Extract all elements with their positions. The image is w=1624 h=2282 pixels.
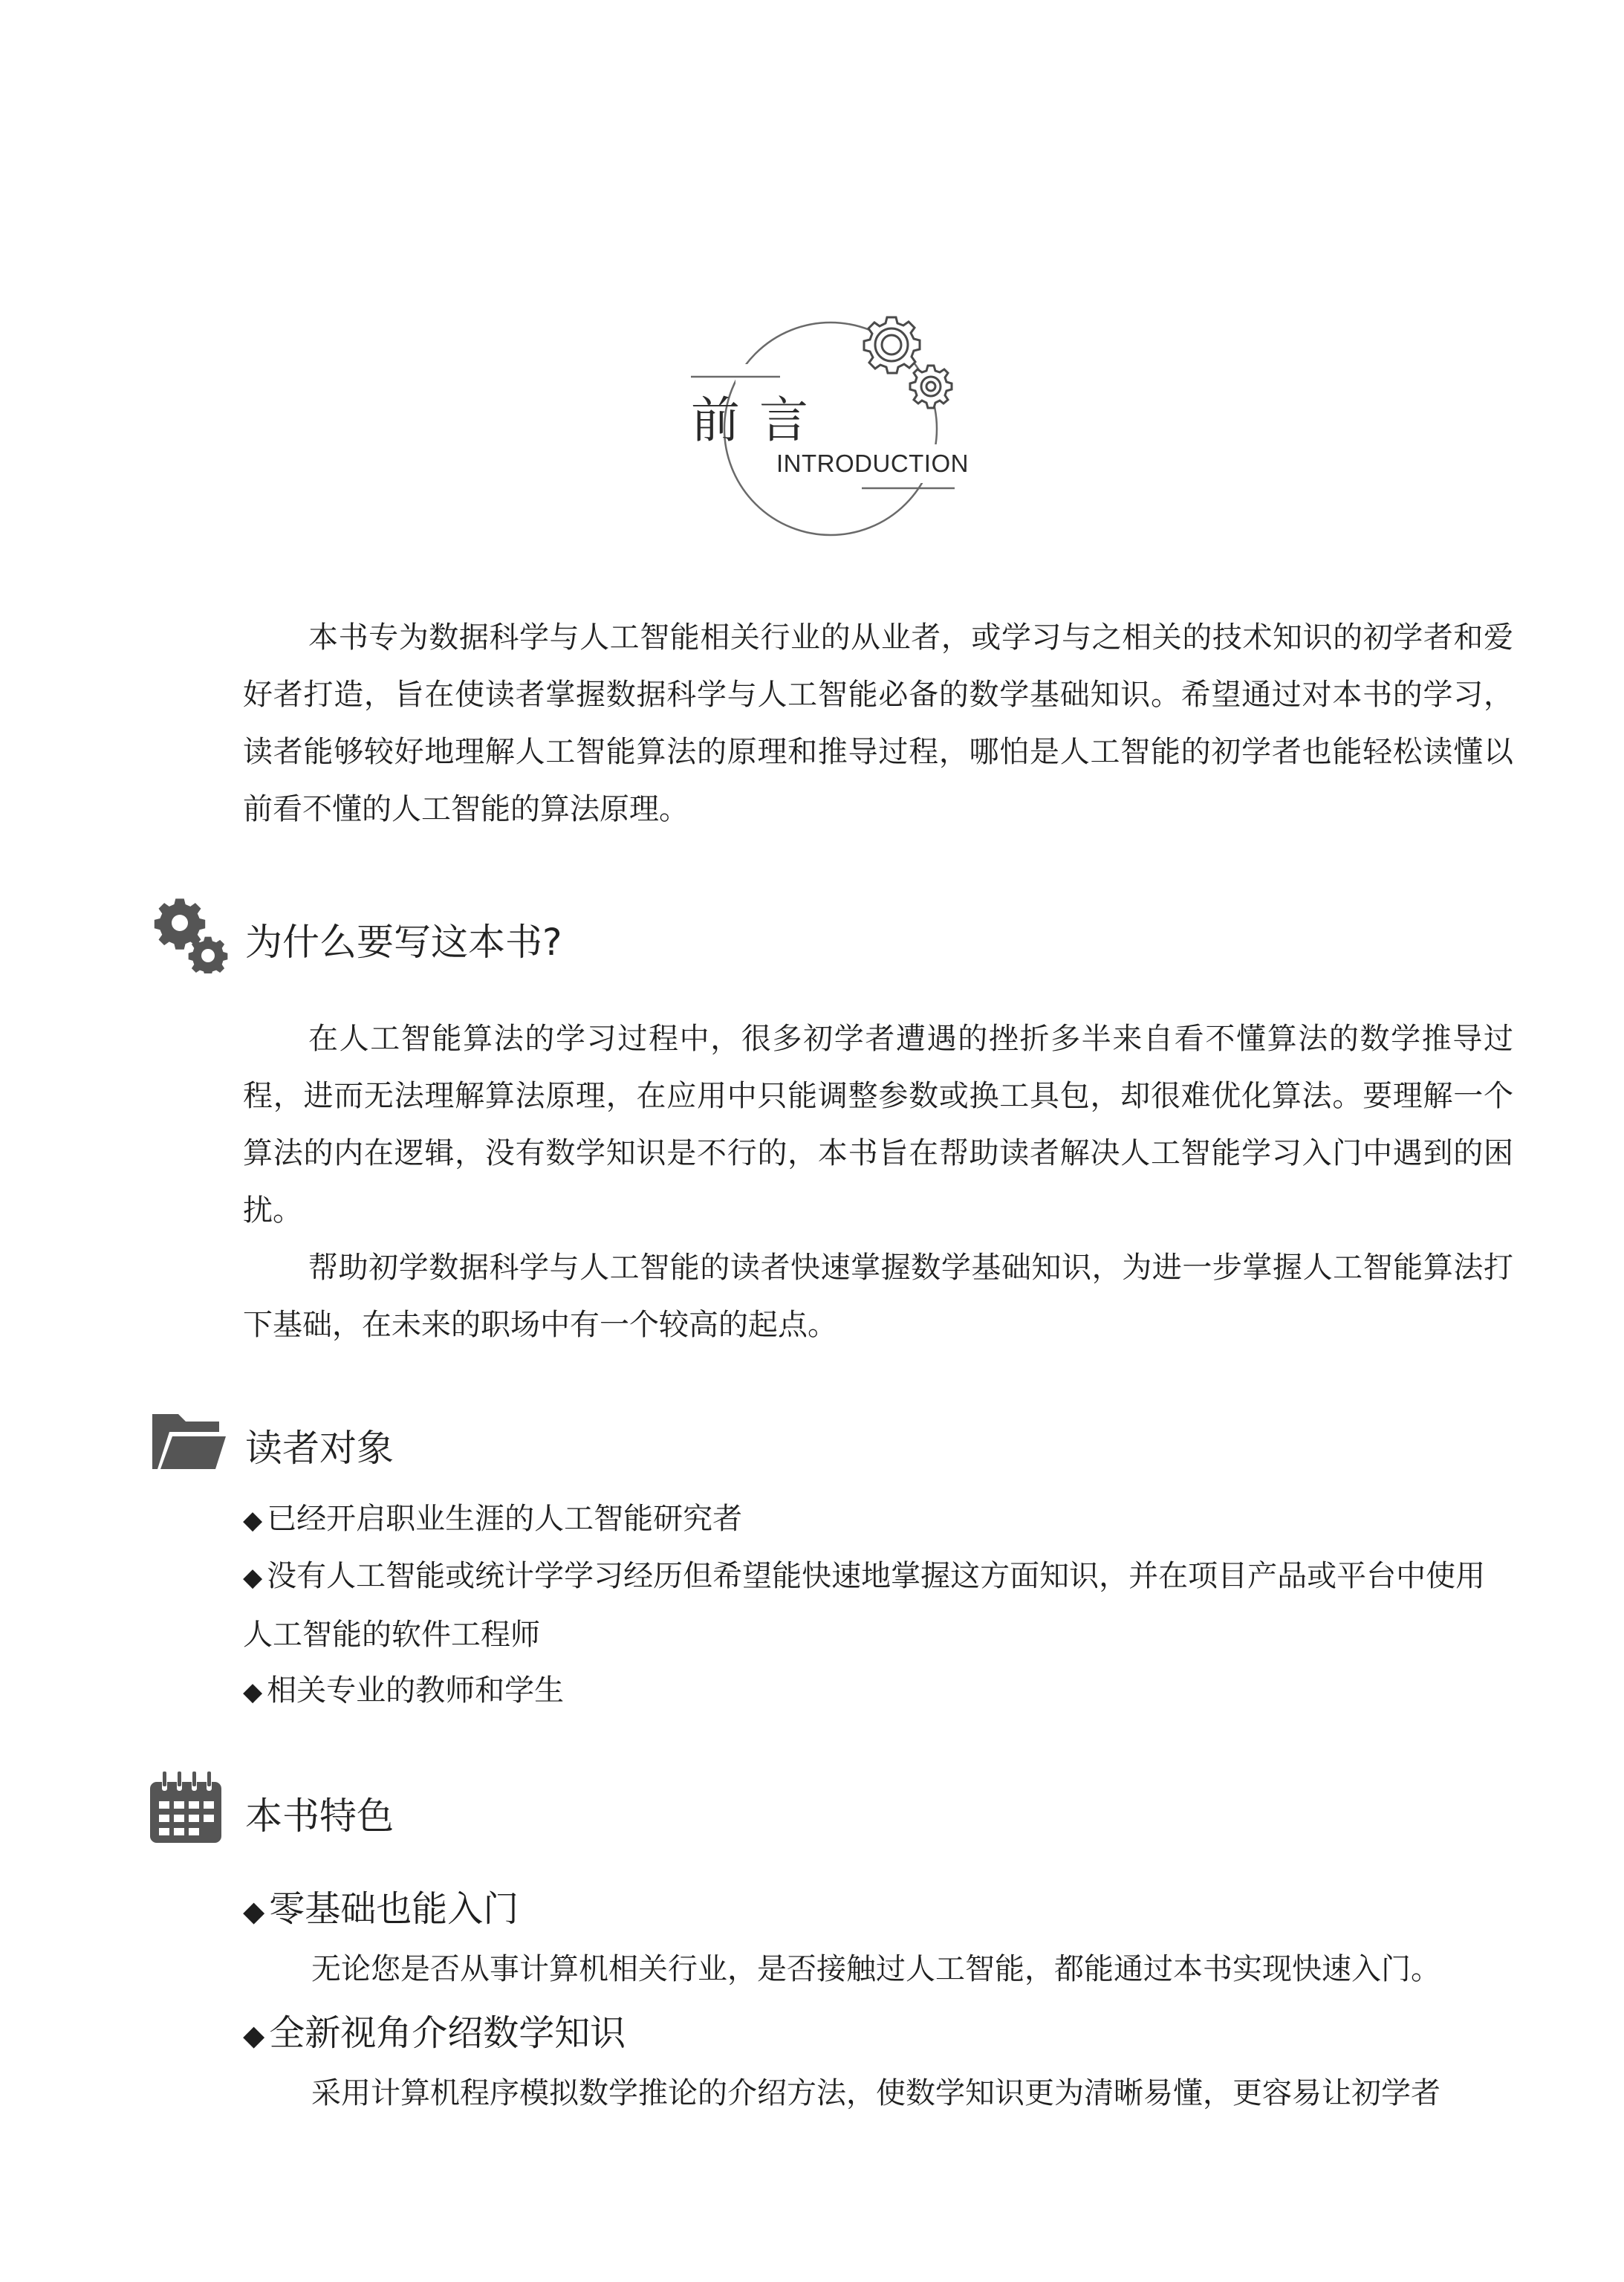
section-readers-title: 读者对象 xyxy=(245,1427,394,1470)
why-paragraph-1: 在人工智能算法的学习过程中，很多初学者遭遇的挫折多半来自看不懂算法的数学推导过程，进而无法理解算法原理，在应用中只能调整参数或换工具包，却很难优化算法。要理解一个算法的内在逻辑，没有数学知识是不行的，本书旨在帮助读者解决人工智能学习入门中遇到的困扰。 xyxy=(243,1022,1513,1228)
why-paragraph-2: 帮助初学数据科学与人工智能的读者快速掌握数学基础知识，为进一步掌握人工智能算法打下基础，在未来的职场中有一个较高的起点。 xyxy=(243,1251,1513,1342)
feature-title-2 xyxy=(243,2004,626,2055)
preface-emblem xyxy=(0,0,1624,565)
diamond-bullet-icon: ◆ xyxy=(243,1677,263,1707)
reader-item-text: 相关专业的教师和学生 xyxy=(267,1673,565,1708)
diamond-bullet-icon: ◆ xyxy=(243,2019,265,2052)
reader-item-1 xyxy=(243,1491,1521,1549)
diamond-bullet-icon: ◆ xyxy=(243,1505,263,1535)
page-subtitle: INTRODUCTION xyxy=(776,450,969,477)
feature-desc-2: 采用计算机程序模拟数学推论的介绍方法，使数学知识更为清晰易懂，更容易让初学者 xyxy=(311,2076,1441,2110)
section-readers-header xyxy=(149,1401,1040,1482)
reader-item-2 xyxy=(243,1548,1506,1664)
diamond-bullet-icon: ◆ xyxy=(243,1895,265,1928)
intro-paragraph: 本书专为数据科学与人工智能相关行业的从业者，或学习与之相关的技术知识的初学者和爱好者打造，旨在使读者掌握数据科学与人工智能必备的数学基础知识。希望通过对本书的学习，读者能够较好地理解人工智能算法的原理和推导过程，哪怕是人工智能的初学者也能轻松读懂以前看不懂的人工智能的算法原理。 xyxy=(243,620,1513,826)
section-features-title: 本书特色 xyxy=(245,1795,394,1838)
gears-icon-small xyxy=(910,366,952,408)
emblem-decoration xyxy=(0,0,1624,565)
diamond-bullet-icon: ◆ xyxy=(243,1563,263,1592)
section-why-title: 为什么要写这本书? xyxy=(245,921,562,964)
feature-desc-1: 无论您是否从事计算机相关行业，是否接触过人工智能，都能通过本书实现快速入门。 xyxy=(311,1952,1441,1986)
reader-item-text: 没有人工智能或统计学学习经历但希望能快速地掌握这方面知识，并在项目产品或平台中使用人工智能的软件工程师 xyxy=(243,1559,1486,1652)
calendar-icon xyxy=(149,1769,230,1850)
section-features-header xyxy=(149,1769,1040,1850)
gears-icon xyxy=(149,892,230,973)
section-why-header xyxy=(149,892,1040,973)
page-title: 前言 xyxy=(691,392,828,449)
feature-title-1 xyxy=(243,1880,519,1931)
folder-icon xyxy=(149,1401,230,1482)
feature-title-text: 零基础也能入门 xyxy=(269,1888,519,1930)
reader-item-3 xyxy=(243,1662,1521,1721)
gears-icon xyxy=(864,317,920,373)
feature-title-text: 全新视角介绍数学知识 xyxy=(269,2012,626,2054)
reader-item-text: 已经开启职业生涯的人工智能研究者 xyxy=(267,1502,743,1536)
